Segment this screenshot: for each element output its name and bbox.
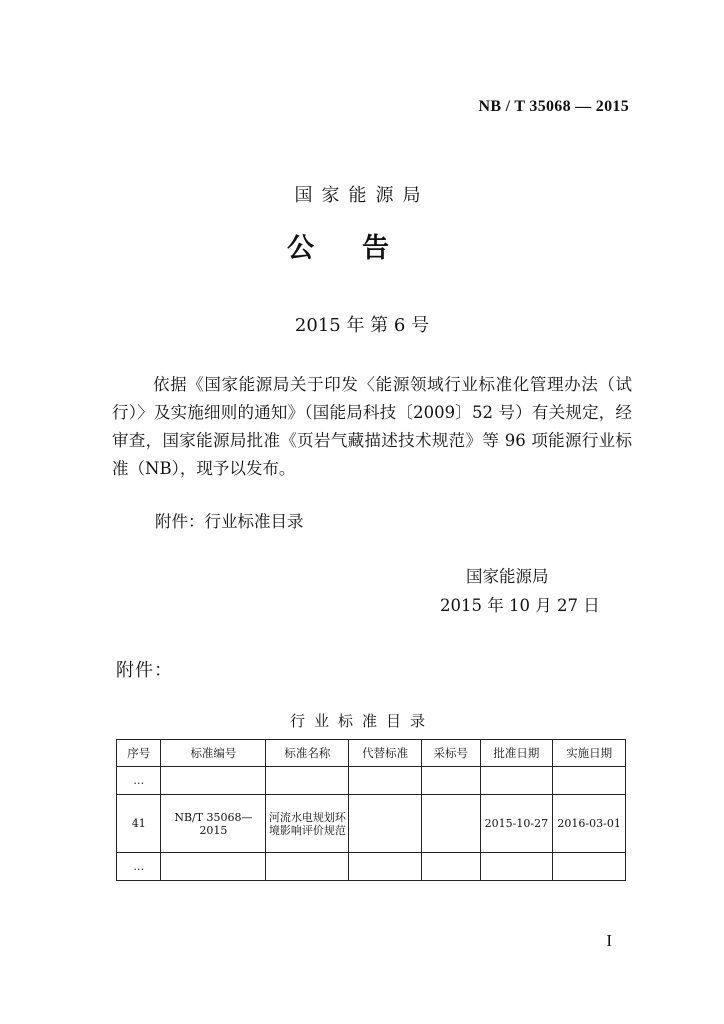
- attachment-heading: 附件：: [116, 660, 173, 681]
- name-cell: 河流水电规划环境影响评价规范: [266, 795, 349, 853]
- standard-code: NB / T 35068 — 2015: [478, 98, 629, 115]
- notice-title: 公告: [287, 233, 437, 264]
- table-row: [117, 767, 626, 795]
- notice-body: 依据《国家能源局关于印发〈能源领域行业标准化管理办法（试行）〉及实施细则的通知》（国能局科技〔2009〕52 号）有关规定，经审查，国家能源局批准《页岩气藏描述技术规范》等 96 项能源行业标准（NB），现予以发布。: [112, 375, 632, 478]
- ellipsis-cell: …: [117, 767, 161, 795]
- replaces-cell: [349, 795, 422, 853]
- table-title: 行业标准目录: [289, 712, 434, 730]
- signer: 国家能源局: [466, 567, 549, 586]
- column-header: 采标号: [421, 740, 480, 767]
- column-header: 实施日期: [553, 740, 626, 767]
- table-header-row: [117, 740, 626, 767]
- sign-date: 2015 年 10 月 27 日: [440, 596, 600, 615]
- table-row: [117, 795, 626, 853]
- table-row: [117, 853, 626, 881]
- column-header: 标准名称: [266, 740, 349, 767]
- code-cell: NB/T 35068—2015: [161, 795, 266, 853]
- issuer-heading: 国家能源局: [294, 185, 430, 206]
- approval-date-cell: 2015-10-27: [480, 795, 553, 853]
- column-header: 标准编号: [161, 740, 266, 767]
- effective-date-cell: 2016-03-01: [553, 795, 626, 853]
- column-header: 序号: [117, 740, 161, 767]
- column-header: 批准日期: [480, 740, 553, 767]
- standards-table: [116, 739, 626, 881]
- seq-cell: 41: [117, 795, 161, 853]
- page-number: I: [606, 931, 612, 950]
- adopted-cell: [421, 795, 480, 853]
- attachment-line: 附件：行业标准目录: [155, 512, 304, 531]
- notice-number: 2015 年 第 6 号: [294, 315, 430, 336]
- column-header: 代替标准: [349, 740, 422, 767]
- ellipsis-cell: …: [117, 853, 161, 881]
